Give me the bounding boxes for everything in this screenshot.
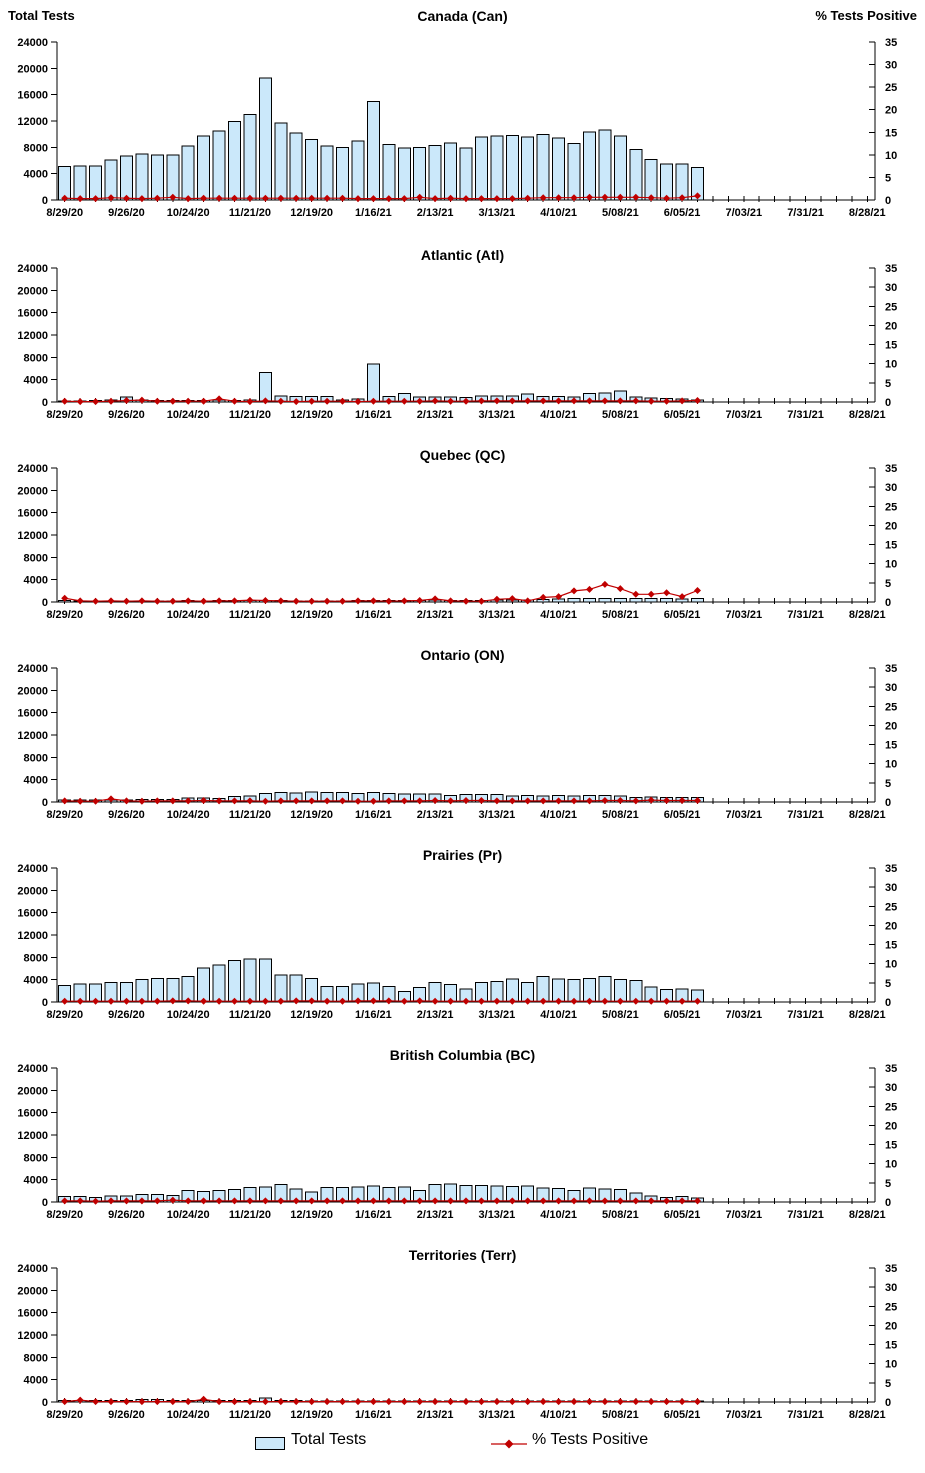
svg-text:8/28/21: 8/28/21 xyxy=(848,1409,886,1420)
svg-text:15: 15 xyxy=(885,739,898,752)
svg-text:1/16/21: 1/16/21 xyxy=(355,1009,392,1020)
svg-text:0: 0 xyxy=(885,397,892,409)
svg-text:5: 5 xyxy=(885,377,892,390)
svg-text:3/13/21: 3/13/21 xyxy=(478,409,516,420)
svg-text:8/29/20: 8/29/20 xyxy=(46,809,84,820)
svg-text:30: 30 xyxy=(885,282,898,295)
svg-text:8/28/21: 8/28/21 xyxy=(848,609,886,620)
svg-text:16000: 16000 xyxy=(17,89,48,102)
svg-text:7/03/21: 7/03/21 xyxy=(725,1409,763,1420)
svg-text:12/19/20: 12/19/20 xyxy=(290,1009,334,1020)
svg-text:5/08/21: 5/08/21 xyxy=(601,809,639,820)
svg-text:9/26/20: 9/26/20 xyxy=(108,809,145,820)
svg-text:20: 20 xyxy=(885,1320,898,1333)
svg-text:12/19/20: 12/19/20 xyxy=(290,609,334,620)
svg-text:24000: 24000 xyxy=(17,1063,48,1075)
svg-text:30: 30 xyxy=(885,482,898,495)
svg-text:11/21/20: 11/21/20 xyxy=(228,207,272,219)
svg-text:4000: 4000 xyxy=(23,374,48,387)
svg-text:15: 15 xyxy=(885,939,898,952)
svg-text:1/16/21: 1/16/21 xyxy=(355,409,392,420)
svg-text:12000: 12000 xyxy=(17,116,48,128)
pct-positive-legend-marker xyxy=(490,1437,528,1455)
svg-text:15: 15 xyxy=(885,127,898,140)
svg-text:10/24/20: 10/24/20 xyxy=(166,609,210,620)
svg-text:3/13/21: 3/13/21 xyxy=(478,609,516,620)
pct-positive-legend-label: % Tests Positive xyxy=(532,1431,649,1448)
svg-text:8000: 8000 xyxy=(23,352,48,365)
chart-atlantic-atl xyxy=(0,220,925,420)
svg-text:8000: 8000 xyxy=(23,1152,48,1165)
svg-text:4/10/21: 4/10/21 xyxy=(540,207,577,219)
svg-text:30: 30 xyxy=(885,1282,898,1295)
svg-text:7/03/21: 7/03/21 xyxy=(725,809,763,820)
svg-text:1/16/21: 1/16/21 xyxy=(355,809,392,820)
svg-text:8/28/21: 8/28/21 xyxy=(848,207,886,219)
svg-text:0: 0 xyxy=(885,195,892,207)
svg-text:10: 10 xyxy=(885,758,898,771)
svg-text:3/13/21: 3/13/21 xyxy=(478,207,516,219)
svg-text:0: 0 xyxy=(41,997,48,1009)
svg-text:8/29/20: 8/29/20 xyxy=(46,409,84,420)
chart-ontario-on xyxy=(0,620,925,820)
svg-text:10: 10 xyxy=(885,1358,898,1371)
svg-text:15: 15 xyxy=(885,339,898,352)
svg-text:7/31/21: 7/31/21 xyxy=(787,1209,824,1220)
svg-text:8/29/20: 8/29/20 xyxy=(46,1209,84,1220)
svg-text:24000: 24000 xyxy=(17,663,48,675)
svg-text:0: 0 xyxy=(885,1197,892,1209)
svg-text:5: 5 xyxy=(885,1377,892,1390)
svg-text:7/31/21: 7/31/21 xyxy=(787,809,824,820)
svg-text:4/10/21: 4/10/21 xyxy=(540,809,577,820)
svg-text:30: 30 xyxy=(885,682,898,695)
svg-text:10/24/20: 10/24/20 xyxy=(166,409,210,420)
svg-text:35: 35 xyxy=(885,663,898,675)
svg-text:6/05/21: 6/05/21 xyxy=(663,409,701,420)
svg-text:0: 0 xyxy=(41,195,48,207)
svg-text:25: 25 xyxy=(885,701,898,714)
pct-positive-legend-glyph xyxy=(490,1438,528,1450)
svg-text:7/03/21: 7/03/21 xyxy=(725,207,763,219)
svg-text:9/26/20: 9/26/20 xyxy=(108,207,145,219)
svg-text:1/16/21: 1/16/21 xyxy=(355,1409,392,1420)
svg-text:8000: 8000 xyxy=(23,552,48,565)
charts-container xyxy=(0,30,925,1420)
svg-text:7/31/21: 7/31/21 xyxy=(787,1009,824,1020)
svg-text:5: 5 xyxy=(885,777,892,790)
svg-text:24000: 24000 xyxy=(17,1263,48,1275)
svg-text:9/26/20: 9/26/20 xyxy=(108,409,145,420)
svg-text:20000: 20000 xyxy=(17,285,48,298)
svg-text:8000: 8000 xyxy=(23,952,48,965)
svg-text:12000: 12000 xyxy=(17,330,48,342)
svg-text:6/05/21: 6/05/21 xyxy=(663,609,701,620)
chart-title-canada: Canada (Can) xyxy=(417,8,508,24)
svg-text:16000: 16000 xyxy=(17,1307,48,1320)
svg-text:7/03/21: 7/03/21 xyxy=(725,1009,763,1020)
svg-text:35: 35 xyxy=(885,1263,898,1275)
svg-text:12/19/20: 12/19/20 xyxy=(290,1409,334,1420)
svg-text:12/19/20: 12/19/20 xyxy=(290,207,334,219)
svg-text:25: 25 xyxy=(885,301,898,314)
svg-text:16000: 16000 xyxy=(17,507,48,520)
legend xyxy=(0,1428,925,1468)
svg-text:5/08/21: 5/08/21 xyxy=(601,1009,639,1020)
svg-text:9/26/20: 9/26/20 xyxy=(108,1209,145,1220)
svg-text:8000: 8000 xyxy=(23,752,48,765)
chart-quebec-qc xyxy=(0,420,925,620)
svg-text:5/08/21: 5/08/21 xyxy=(601,1409,639,1420)
svg-text:8/28/21: 8/28/21 xyxy=(848,1209,886,1220)
svg-text:5/08/21: 5/08/21 xyxy=(601,409,639,420)
svg-text:4000: 4000 xyxy=(23,774,48,787)
svg-text:2/13/21: 2/13/21 xyxy=(416,207,454,219)
total-tests-legend-label: Total Tests xyxy=(291,1431,367,1448)
svg-text:11/21/20: 11/21/20 xyxy=(228,1209,272,1220)
svg-text:12000: 12000 xyxy=(17,1330,48,1342)
svg-text:20: 20 xyxy=(885,320,898,333)
svg-text:9/26/20: 9/26/20 xyxy=(108,1409,145,1420)
svg-text:5: 5 xyxy=(885,1177,892,1190)
svg-text:5/08/21: 5/08/21 xyxy=(601,207,639,219)
svg-text:20000: 20000 xyxy=(17,1285,48,1298)
svg-text:12/19/20: 12/19/20 xyxy=(290,1209,334,1220)
svg-text:10: 10 xyxy=(885,149,898,162)
svg-text:8/29/20: 8/29/20 xyxy=(46,207,84,219)
svg-text:5: 5 xyxy=(885,172,892,185)
svg-text:1/16/21: 1/16/21 xyxy=(355,609,392,620)
svg-text:0: 0 xyxy=(41,797,48,809)
svg-text:4/10/21: 4/10/21 xyxy=(540,1409,577,1420)
svg-text:7/31/21: 7/31/21 xyxy=(787,1409,824,1420)
total-tests-legend-swatch xyxy=(255,1437,285,1450)
svg-text:4000: 4000 xyxy=(23,168,48,181)
svg-text:20000: 20000 xyxy=(17,63,48,76)
svg-text:25: 25 xyxy=(885,901,898,914)
svg-text:25: 25 xyxy=(885,82,898,95)
svg-text:0: 0 xyxy=(41,1397,48,1409)
svg-text:12/19/20: 12/19/20 xyxy=(290,409,334,420)
svg-text:2/13/21: 2/13/21 xyxy=(416,1009,454,1020)
chart-territories-terr xyxy=(0,1220,925,1420)
svg-text:4000: 4000 xyxy=(23,974,48,987)
svg-text:15: 15 xyxy=(885,539,898,552)
svg-text:24000: 24000 xyxy=(17,863,48,875)
svg-text:10: 10 xyxy=(885,958,898,971)
svg-text:4/10/21: 4/10/21 xyxy=(540,1009,577,1020)
svg-text:0: 0 xyxy=(885,597,892,609)
svg-text:7/31/21: 7/31/21 xyxy=(787,409,824,420)
svg-text:3/13/21: 3/13/21 xyxy=(478,1009,516,1020)
svg-text:British Columbia (BC): British Columbia (BC) xyxy=(389,1047,536,1063)
svg-text:7/03/21: 7/03/21 xyxy=(725,1209,763,1220)
left-axis-title: Total Tests xyxy=(8,8,75,23)
svg-text:12000: 12000 xyxy=(17,530,48,542)
svg-text:20: 20 xyxy=(885,920,898,933)
svg-text:7/03/21: 7/03/21 xyxy=(725,409,763,420)
svg-text:12000: 12000 xyxy=(17,730,48,742)
svg-text:1/16/21: 1/16/21 xyxy=(355,1209,392,1220)
svg-text:24000: 24000 xyxy=(17,463,48,475)
svg-text:6/05/21: 6/05/21 xyxy=(663,207,701,219)
svg-text:0: 0 xyxy=(885,1397,892,1409)
chart-british-columbia-bc xyxy=(0,1020,925,1220)
svg-text:4/10/21: 4/10/21 xyxy=(540,409,577,420)
svg-text:6/05/21: 6/05/21 xyxy=(663,1409,701,1420)
svg-text:7/03/21: 7/03/21 xyxy=(725,609,763,620)
svg-text:2/13/21: 2/13/21 xyxy=(416,409,454,420)
svg-text:8/29/20: 8/29/20 xyxy=(46,609,84,620)
svg-text:5/08/21: 5/08/21 xyxy=(601,1209,639,1220)
svg-text:2/13/21: 2/13/21 xyxy=(416,1409,454,1420)
chart-canada-can xyxy=(0,30,925,220)
svg-text:20: 20 xyxy=(885,104,898,117)
svg-text:35: 35 xyxy=(885,863,898,875)
svg-text:11/21/20: 11/21/20 xyxy=(228,1409,272,1420)
svg-text:8/28/21: 8/28/21 xyxy=(848,1009,886,1020)
svg-text:20000: 20000 xyxy=(17,1085,48,1098)
svg-text:30: 30 xyxy=(885,882,898,895)
svg-text:11/21/20: 11/21/20 xyxy=(228,609,272,620)
svg-text:15: 15 xyxy=(885,1339,898,1352)
svg-text:10/24/20: 10/24/20 xyxy=(166,1009,210,1020)
svg-text:10/24/20: 10/24/20 xyxy=(166,1409,210,1420)
svg-text:5: 5 xyxy=(885,577,892,590)
svg-text:20: 20 xyxy=(885,520,898,533)
svg-text:3/13/21: 3/13/21 xyxy=(478,809,516,820)
svg-text:6/05/21: 6/05/21 xyxy=(663,809,701,820)
svg-text:4000: 4000 xyxy=(23,1174,48,1187)
svg-text:9/26/20: 9/26/20 xyxy=(108,609,145,620)
svg-text:7/31/21: 7/31/21 xyxy=(787,207,824,219)
svg-text:8/29/20: 8/29/20 xyxy=(46,1409,84,1420)
svg-text:16000: 16000 xyxy=(17,307,48,320)
svg-text:20: 20 xyxy=(885,1120,898,1133)
svg-text:0: 0 xyxy=(885,997,892,1009)
svg-text:Prairies (Pr): Prairies (Pr) xyxy=(422,847,503,863)
svg-text:8000: 8000 xyxy=(23,142,48,155)
svg-text:10/24/20: 10/24/20 xyxy=(166,207,210,219)
svg-text:2/13/21: 2/13/21 xyxy=(416,1209,454,1220)
svg-text:12000: 12000 xyxy=(17,930,48,942)
svg-text:0: 0 xyxy=(41,1197,48,1209)
svg-text:7/31/21: 7/31/21 xyxy=(787,609,824,620)
svg-text:5: 5 xyxy=(885,977,892,990)
svg-text:2/13/21: 2/13/21 xyxy=(416,609,454,620)
svg-text:35: 35 xyxy=(885,263,898,275)
svg-text:8000: 8000 xyxy=(23,1352,48,1365)
svg-text:2/13/21: 2/13/21 xyxy=(416,809,454,820)
svg-text:10: 10 xyxy=(885,1158,898,1171)
svg-text:1/16/21: 1/16/21 xyxy=(355,207,392,219)
svg-text:9/26/20: 9/26/20 xyxy=(108,1009,145,1020)
svg-text:35: 35 xyxy=(885,37,898,49)
svg-text:35: 35 xyxy=(885,1063,898,1075)
svg-text:30: 30 xyxy=(885,1082,898,1095)
svg-text:4/10/21: 4/10/21 xyxy=(540,1209,577,1220)
svg-text:25: 25 xyxy=(885,501,898,514)
svg-text:16000: 16000 xyxy=(17,707,48,720)
svg-text:30: 30 xyxy=(885,59,898,72)
svg-text:24000: 24000 xyxy=(17,263,48,275)
svg-text:25: 25 xyxy=(885,1101,898,1114)
svg-text:3/13/21: 3/13/21 xyxy=(478,1209,516,1220)
svg-text:10/24/20: 10/24/20 xyxy=(166,1209,210,1220)
chart-header-row xyxy=(0,8,925,30)
svg-text:Quebec (QC): Quebec (QC) xyxy=(419,447,506,463)
svg-text:0: 0 xyxy=(41,597,48,609)
svg-text:20: 20 xyxy=(885,720,898,733)
svg-text:24000: 24000 xyxy=(17,37,48,49)
svg-text:20000: 20000 xyxy=(17,685,48,698)
svg-text:20000: 20000 xyxy=(17,485,48,498)
svg-text:10: 10 xyxy=(885,558,898,571)
svg-text:6/05/21: 6/05/21 xyxy=(663,1209,701,1220)
svg-text:5/08/21: 5/08/21 xyxy=(601,609,639,620)
svg-text:12/19/20: 12/19/20 xyxy=(290,809,334,820)
svg-text:20000: 20000 xyxy=(17,885,48,898)
svg-text:4/10/21: 4/10/21 xyxy=(540,609,577,620)
svg-text:11/21/20: 11/21/20 xyxy=(228,809,272,820)
svg-text:15: 15 xyxy=(885,1139,898,1152)
svg-text:8/28/21: 8/28/21 xyxy=(848,409,886,420)
svg-text:10: 10 xyxy=(885,358,898,371)
svg-text:0: 0 xyxy=(885,797,892,809)
right-axis-title: % Tests Positive xyxy=(815,8,917,23)
svg-text:35: 35 xyxy=(885,463,898,475)
svg-text:Atlantic (Atl): Atlantic (Atl) xyxy=(420,247,505,263)
svg-text:16000: 16000 xyxy=(17,1107,48,1120)
svg-text:4000: 4000 xyxy=(23,574,48,587)
svg-text:8/29/20: 8/29/20 xyxy=(46,1009,84,1020)
svg-text:11/21/20: 11/21/20 xyxy=(228,1009,272,1020)
chart-prairies-pr xyxy=(0,820,925,1020)
svg-text:4000: 4000 xyxy=(23,1374,48,1387)
svg-text:3/13/21: 3/13/21 xyxy=(478,1409,516,1420)
svg-text:12000: 12000 xyxy=(17,1130,48,1142)
svg-text:11/21/20: 11/21/20 xyxy=(228,409,272,420)
svg-text:25: 25 xyxy=(885,1301,898,1314)
svg-text:16000: 16000 xyxy=(17,907,48,920)
svg-text:0: 0 xyxy=(41,397,48,409)
svg-text:6/05/21: 6/05/21 xyxy=(663,1009,701,1020)
svg-text:8/28/21: 8/28/21 xyxy=(848,809,886,820)
svg-text:Ontario (ON): Ontario (ON) xyxy=(420,647,505,663)
svg-text:10/24/20: 10/24/20 xyxy=(166,809,210,820)
svg-text:Territories (Terr): Territories (Terr) xyxy=(408,1247,517,1263)
